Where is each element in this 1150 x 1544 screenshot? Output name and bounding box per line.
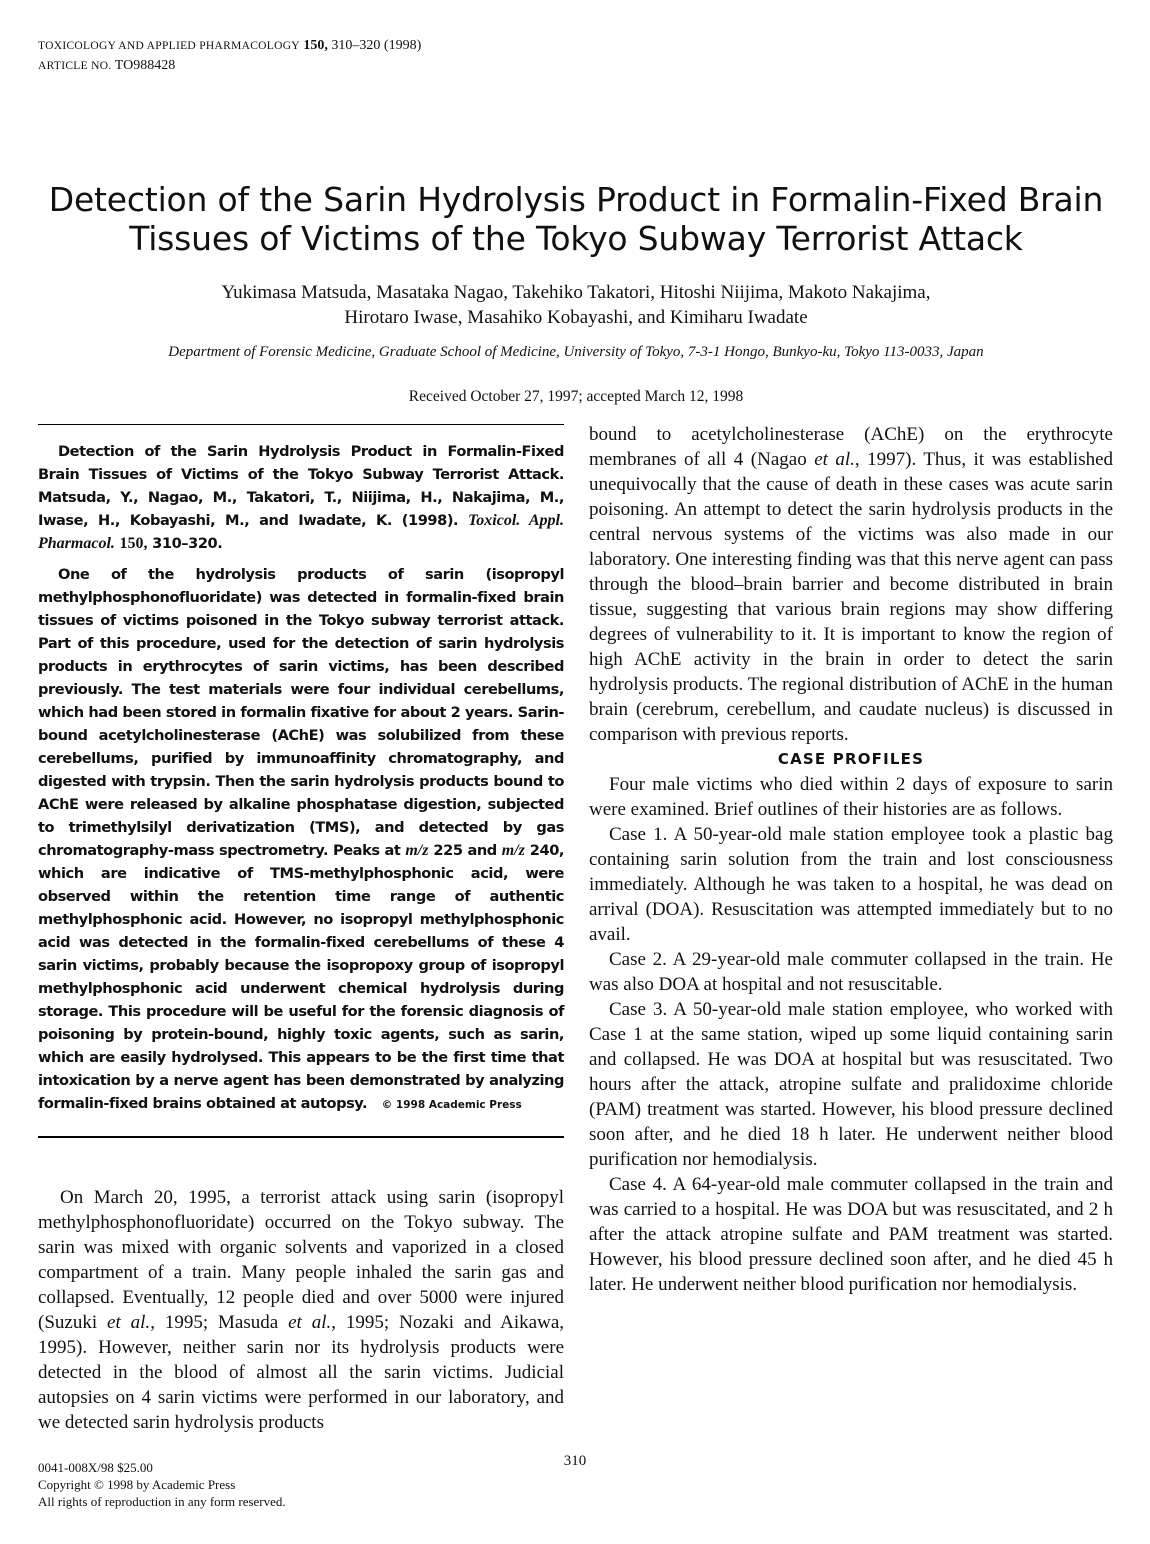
authors-line-1: Yukimasa Matsuda, Masataka Nagao, Takehiko Takatori, Hitoshi Niijima, Makoto Nakajima, — [221, 282, 931, 303]
title-line-2: Tissues of Victims of the Tokyo Subway Terrorist Attack — [129, 219, 1023, 258]
intro-paragraph: On March 20, 1995, a terrorist attack using sarin (isopropyl methylphosphonofluoridate) occurred on the Tokyo subway. The sarin was mixed with organic solvents and vaporized in a closed compartment of a train. Many people inhaled the sarin gas and collapsed. Eventually, 12 people died and over 5000 were injured (Suzuki et al., 1995; Masuda et al., 1995; Nozaki and Aikawa, 1995). However, neither sarin nor its hydrolysis products were detected in the blood of almost all the sarin victims. Judicial autopsies on 4 sarin victims were performed in our laboratory, and we detected sarin hydrolysis products — [38, 1187, 565, 1433]
case-4: Case 4. A 64-year-old male commuter collapsed in the train and was carried to a hospital. He was DOA but was resuscitated, and 2 h after the attack atropine sulfate and PAM treatment was started. However, his blood pressure declined soon after, and he died 45 h later. He underwent neither blood purification nor hemodialysis. — [589, 1174, 1113, 1295]
intro-left-column — [38, 1185, 564, 1435]
journal-pages: 310–320 (1998) — [331, 38, 422, 53]
right-column — [589, 422, 1113, 1297]
case-2: Case 2. A 29-year-old male commuter collapsed in the train. He was also DOA at hospital and not resuscitable. — [589, 949, 1113, 995]
received-dates: Received October 27, 1997; accepted March 12, 1998 — [408, 388, 744, 405]
copyright-line: Copyright © 1998 by Academic Press — [38, 1477, 236, 1492]
article-label: ARTICLE NO. — [38, 60, 112, 72]
affiliation: Department of Forensic Medicine, Graduate School of Medicine, University of Tokyo, 7-3-1 Hongo, Bunkyo-ku, Tokyo 113-0033, Japan — [168, 344, 984, 360]
mz-label: m/z — [501, 842, 525, 859]
title-line-1: Detection of the Sarin Hydrolysis Product in Formalin-Fixed Brain — [48, 180, 1104, 219]
paper-title — [40, 180, 1112, 258]
page-number: 310 — [563, 1453, 587, 1469]
section-heading-case-profiles: CASE PROFILES — [777, 750, 925, 768]
journal-name: TOXICOLOGY AND APPLIED PHARMACOLOGY — [38, 40, 300, 52]
abstract — [38, 440, 564, 1125]
abstract-copyright: © 1998 Academic Press — [381, 1099, 522, 1111]
article-number: TO988428 — [114, 58, 176, 73]
issn-price: 0041-008X/98 $25.00 — [38, 1460, 153, 1475]
abstract-body: One of the hydrolysis products of sarin (isopropyl methylphosphonofluoridate) was detected in formalin-fixed brain tissues of victims poisoned in the Tokyo subway terrorist attack. Part of this procedure, used for the detection of sarin hydrolysis products in erythrocytes of sarin victims, has been described previously. The test materials were four individual cerebellums, which had been stored in formalin fixative for about 2 years. Sarin-bound acetylcholinesterase (AChE) was solubilized from these cerebellums, purified by immunoaffinity chromatography, and digested with trypsin. Then the sarin hydrolysis products bound to AChE were released by alkaline phosphatase digestion, subjected to trimethylsilyl derivatization (TMS), and detected by gas chromatography-mass spectrometry. Peaks at m/z 225 and m/z 240, which are indicative of TMS-methylphosphonic acid, were observed within the retention time range of authentic methylphosphonic acid. However, no isopropyl methylphosphonic acid was detected in the formalin-fixed cerebellums of these 4 sarin victims, probably because the isopropoxy group of isopropyl methylphosphonic acid underwent chemical hydrolysis during storage. This procedure will be useful for the forensic diagnosis of poisoning by protein-bound, highly toxic agents, such as sarin, which are easily hydrolysed. This appears to be the first time that intoxication by a nerve agent has been demonstrated by analyzing formalin-fixed brains obtained at autopsy. © 1998 Academic Press — [38, 566, 564, 1112]
citation-pages: 310–320. — [152, 535, 223, 552]
rights-line: All rights of reproduction in any form reserved. — [38, 1494, 286, 1509]
abstract-top-rule — [38, 424, 564, 425]
citation-volume: 150, — [119, 535, 148, 552]
abstract-bottom-rule — [38, 1136, 564, 1138]
citation-journal: Toxicol. Appl. Pharmacol. — [38, 512, 565, 552]
case-3: Case 3. A 50-year-old male station employee, who worked with Case 1 at the same station, wiped up some liquid containing sarin and collapsed. He was DOA at hospital but was resuscitated. Two hours after the attack, atropine sulfate and pralidoxime chloride (PAM) treatment was started. However, his blood pressure declined soon after, and he died 18 h later. He underwent neither blood purification nor hemodialysis. — [589, 999, 1113, 1170]
abstract-citation: Detection of the Sarin Hydrolysis Product in Formalin-Fixed Brain Tissues of Victims of the Tokyo Subway Terrorist Attack. Matsuda, Y., Nagao, M., Takatori, T., Niijima, H., Nakajima, M., Iwase, H., Kobayashi, M., and Iwadate, K. (1998). Toxicol. Appl. Pharmacol. 150, 310–320. — [38, 443, 565, 552]
case-profiles-intro: Four male victims who died within 2 days of exposure to sarin were examined. Brief outlines of their histories are as follows. — [589, 774, 1113, 820]
authors — [40, 280, 1112, 330]
journal-line — [38, 36, 421, 56]
intro-continued: bound to acetylcholinesterase (AChE) on the erythrocyte membranes of all 4 (Nagao et al., 1997). Thus, it was established unequivocally that the cause of death in these cases was acute sarin poisoning. An attempt to detect the sarin hydrolysis products in the central nervous systems of the victims was also made in our laboratory. One interesting finding was that this nerve agent can pass through the blood–brain barrier and become distributed in brain tissue, suggesting that various brain regions may show differing degrees of vulnerability to it. It is important to know the region of high AChE activity in the brain in order to detect the sarin hydrolysis products. The regional distribution of AChE in the human brain (cerebrum, cerebellum, and caudate nucleus) is discussed in comparison with previous reports. — [589, 424, 1114, 745]
case-1: Case 1. A 50-year-old male station employee took a plastic bag containing sarin solution from the train and lost consciousness immediately. Although he was taken to a hospital, he was dead on arrival (DOA). Resuscitation was attempted immediately but to no avail. — [589, 824, 1113, 945]
journal-volume: 150, — [303, 38, 328, 53]
article-number-line — [38, 56, 421, 76]
running-head — [38, 36, 421, 76]
authors-line-2: Hirotaro Iwase, Masahiko Kobayashi, and Kimiharu Iwadate — [344, 307, 808, 328]
mz-label: m/z — [405, 842, 429, 859]
